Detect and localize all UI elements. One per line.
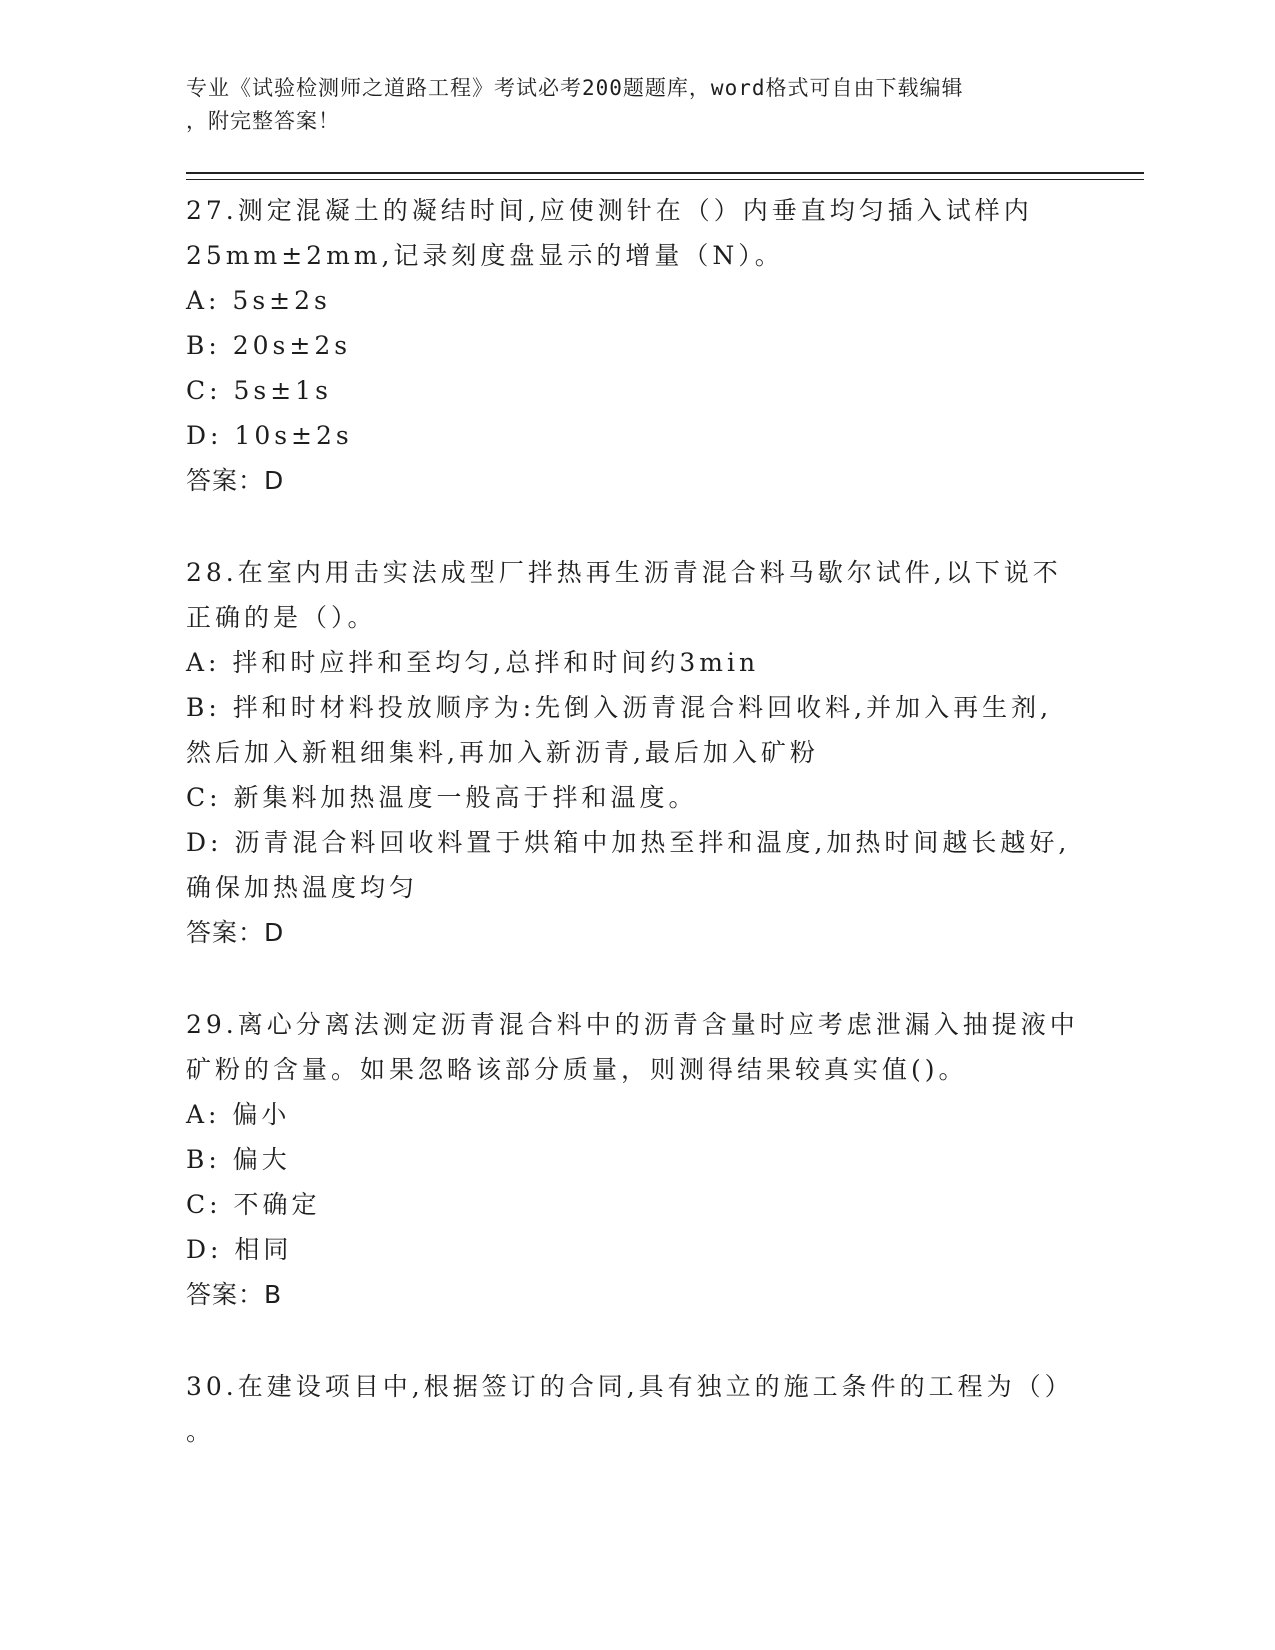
option-b: B: 20s±2s bbox=[186, 331, 352, 360]
option-c: C: 新集料加热温度一般高于拌和温度。 bbox=[186, 783, 698, 812]
question-stem-line: 27.测定混凝土的凝结时间,应使测针在（）内垂直均匀插入试样内 bbox=[186, 196, 1033, 225]
option-d: D: 相同 bbox=[186, 1235, 293, 1264]
question-list bbox=[186, 188, 1086, 1454]
question-27 bbox=[186, 188, 1086, 503]
question-stem-line: 。 bbox=[186, 1417, 216, 1446]
header-divider-thick bbox=[186, 172, 1144, 174]
question-stem-line: 28.在室内用击实法成型厂拌热再生沥青混合料马歇尔试件,以下说不 bbox=[186, 558, 1062, 587]
option-c: C: 5s±1s bbox=[186, 376, 332, 405]
option-c: C: 不确定 bbox=[186, 1190, 321, 1219]
question-30 bbox=[186, 1364, 1086, 1454]
question-stem-line: 25mm±2mm,记录刻度盘显示的增量（N）。 bbox=[186, 241, 784, 270]
answer-text: 答案：B bbox=[186, 1280, 283, 1309]
question-stem-line: 30.在建设项目中,根据签订的合同,具有独立的施工条件的工程为（） bbox=[186, 1372, 1074, 1401]
option-d: D: 10s±2s bbox=[186, 421, 353, 450]
question-stem-line: 29.离心分离法测定沥青混合料中的沥青含量时应考虑泄漏入抽提液中 bbox=[186, 1010, 1079, 1039]
question-stem-line: 正确的是（）。 bbox=[186, 603, 377, 632]
option-b: B: 拌和时材料投放顺序为:先倒入沥青混合料回收料,并加入再生剂, bbox=[186, 693, 1053, 722]
header-line-1: 专业《试验检测师之道路工程》考试必考200题题库，word格式可自由下载编辑 bbox=[186, 76, 964, 100]
option-a: A: 拌和时应拌和至均匀,总拌和时间约3min bbox=[186, 648, 760, 677]
question-28 bbox=[186, 550, 1086, 955]
option-a: A: 偏小 bbox=[186, 1100, 291, 1129]
option-d-continued: 确保加热温度均匀 bbox=[186, 873, 419, 902]
answer-text: 答案：D bbox=[186, 466, 285, 495]
option-b: B: 偏大 bbox=[186, 1145, 291, 1174]
answer-text: 答案：D bbox=[186, 918, 285, 947]
option-b-continued: 然后加入新粗细集料,再加入新沥青,最后加入矿粉 bbox=[186, 738, 819, 767]
header-divider-thin bbox=[186, 179, 1144, 180]
question-stem-line: 矿粉的含量。如果忽略该部分质量，则测得结果较真实值()。 bbox=[186, 1055, 968, 1084]
document-header bbox=[186, 72, 1056, 138]
question-29 bbox=[186, 1002, 1086, 1317]
header-line-2: ，附完整答案！ bbox=[186, 109, 340, 133]
option-d: D: 沥青混合料回收料置于烘箱中加热至拌和温度,加热时间越长越好, bbox=[186, 828, 1071, 857]
option-a: A: 5s±2s bbox=[186, 286, 331, 315]
